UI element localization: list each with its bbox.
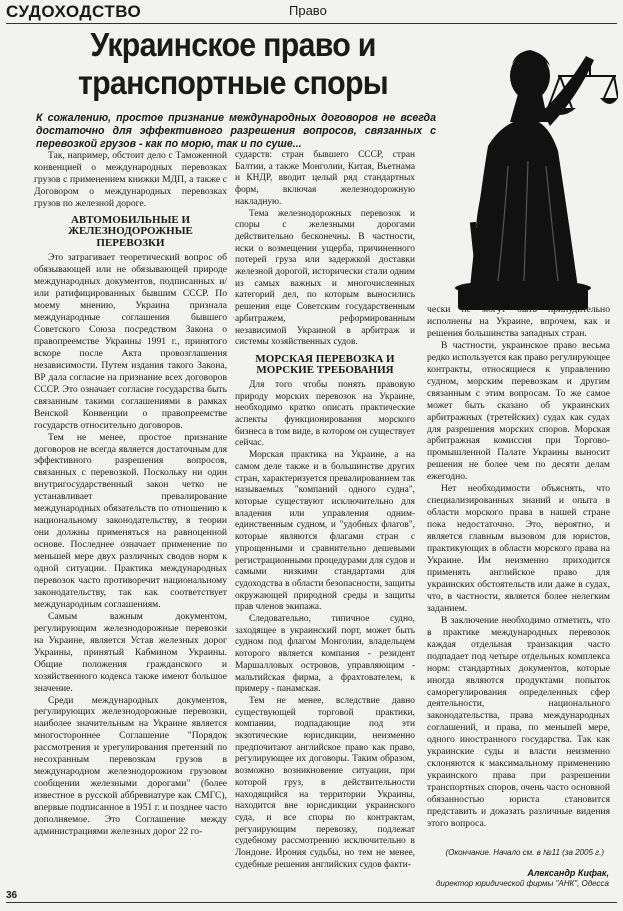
footer-divider: [6, 902, 617, 903]
article-paragraph: Среди международных документов, регулирующих железнодорожные перевозки, наиболее значительным на Украине является многостороннее Соглашение "Порядок рассмотрения и урегулирования претензий по несохранным перевозкам грузов в международном железнодорожном грузовом сообщении железными дорогами" (более известное в русской аббревиатуре как СМГС), впервые подписанное в 1951 г. и позднее часто дополняемое. Это Соглашение между администрациями железных дорог 22 го-: [34, 694, 227, 838]
page-header: [6, 2, 617, 22]
section-label: Право: [289, 3, 327, 18]
continuation-note: (Окончание. Начало см. в №11 (за 2005 г.): [445, 848, 604, 857]
magazine-brand: СУДОХОДСТВО: [6, 2, 142, 21]
page-number: 36: [6, 890, 18, 901]
article-paragraph: В частности, украинское право весьма редко используется как право регулирующее контракты, относящиеся к управлению судном, морским перевозкам и другим связанным с этим вопросам. То же самое может быть сказано об украинских арбитражных (третейских) судах как судах для разрешения морских споров. Морская арбитражная комиссия при Торгово-промышленной Палате Украины выносит решения не более чем по десяти делам ежегодно.: [427, 339, 610, 483]
article-paragraph: Так, например, обстоит дело с Таможенной конвенцией о международных перевозках грузов с применением книжки МДП, а также с Договором о международных перевозках грузов по железной дороге.: [34, 150, 227, 209]
section-heading: МОРСКАЯ ПЕРЕВОЗКА И МОРСКИЕ ТРЕБОВАНИЯ: [255, 352, 395, 377]
article-paragraph: Нет необходимости объяснять, что специализированных знаний и опыта в области морского права в нашей стране пока недостаточно. Это, вероятно, и является главным вызовом для юристов, практикующих в области морского права на Украине. Им неизменно приходится применять английское право для украинских обстоятельств или даже в судах, что, в частности, является более нелегким заданием.: [427, 483, 610, 614]
article-paragraph: Тем не менее, вследствие давно существующей торговой практики, компании, подпадающие под эти экзотические юрисдикции, неизменно предпочитают английское право как право, регулирующее их договоры. Таким образом, возможно возникновение ситуации, при которой груз, в действительности находящийся на территории Украины, находится вне юрисдикции украинского суда, и все споры по контрактам, регулирующим перевозку, подлежат судебному рассмотрению исключительно в Лондоне. Ирония судьбы, но тем не менее, судебные решения английских судов факти-: [235, 695, 415, 870]
article-paragraph: Морская практика на Украине, а на самом деле также и в большинстве других стран, характеризуется превалированием так называемых "компаний одного судна", которые существуют исключительно для владения или управления одним-единственным судном, и "удобных флагов", которые являются флагами стран с упрощенными и сравнительно дешевыми регистрационными процедурами для судов и самыми низкими стандартами для судоходства в области безопасности, защиты окружающей природной среды и защиты прав членов экипажа.: [235, 450, 415, 613]
article-paragraph: сударств: стран бывшего СССР, стран Балтии, а также Монголии, Китая, Вьетнама и КНДР, вводит целый ряд стандартных форм, включая железнодорожную накладную.: [235, 150, 415, 207]
text-column-1: [34, 150, 227, 838]
author-title: директор юридической фирмы "АНК", Одесса: [435, 879, 609, 888]
article-paragraph: Для того чтобы понять правовую природу морских перевозок на Украине, необходимо кратко описать практические аспекты функционирования морского бизнеса в том виде, в котором он существует сейчас.: [235, 379, 415, 449]
article-paragraph: Тема железнодорожных перевозок и споры с железными дорогами действительно бесконечны. В частности, иски о возмещении ущерба, причиненного потерей груза или задержкой доставки железной дорогой, исторически стали одним из самых важных и многочисленных категорий дел, по которым выносились решения еще Советским государственным арбитражем, реформированным независимой Украиной в арбитраж и системы хозяйственных судов.: [235, 208, 415, 348]
article-paragraph: Самым важным документом, регулирующим железнодорожные перевозки на Украине, является Устав железных дорог Украины, принятый Кабмином Украины. Общие положения гражданского и хозяйственного кодекса также имеют большое значение.: [34, 610, 227, 694]
article-paragraph: В заключение необходимо отметить, что в практике международных перевозок каждая отдельная транзакция часто подпадает под четыре отдельных комплекса норм: стандартных документов, которые иногда являются продуктами попыток саморегулирования определенных сфер деятельности, национального законодательства, права международных соглашений, и права, по меньшей мере, одного иностранного государства. Так как украинские суды и власти неизменно склоняются к максимальному применению украинского права при разрешении транспортных споров, очень часто основной обязанностью юриста становится представить и доказать различные видения этого вопроса.: [427, 614, 610, 829]
header-divider: [6, 23, 617, 24]
section-heading: АВТОМОБИЛЬНЫЕ И ЖЕЛЕЗНОДОРОЖНЫЕ ПЕРЕВОЗКИ: [68, 213, 193, 249]
text-column-2: [235, 150, 415, 871]
themis-statue-image: [418, 26, 618, 318]
article-paragraph: Тем не менее, простое признание договоров не всегда является достаточным для эффективного разрешения вопросов, связанных с перевозкой. Поскольку ни один внутригосударственный закон четко не устанавливает превалирование международных обязательств по отношению к национальному законодательству, в теории они должны применяться на равноценной основе. Последнее означает применение по меньшей мере двух различных сводов норм к одной ситуации. Практика международных перевозок часто противоречит национальному законодательству, так как соответствует международным соглашениям.: [34, 431, 227, 610]
article-paragraph: Следовательно, типичное судно, заходящее в украинский порт, может быть судном под флагом Монголии, владельцем которого является компания - резидент Маршалловых островов, управляющим - мальтийская фирма, а фрахтователем, к примеру - панамская.: [235, 614, 415, 695]
text-column-3: [427, 304, 610, 830]
article-title: Украинское право и транспортные споры: [77, 26, 388, 101]
article-paragraph: Это затрагивает теоретический вопрос об обязывающей или не обязывающей природе международных документов, подписанных и/или ратифицированных бывшим СССР. По моему мнению, Украина признала международные соглашения бывшего Советского Союза посредством Закона о правопреемстве Украины 1991 г., принятого вскоре после Акта провозглашения независимости. Путем издания такого Закона, ВР дала согласие на признание всех договоров СССР. Это означает согласие государства быть связанным такими соглашениями в рамках Венской Конвенции о правопреемстве государств относительно договоров.: [34, 252, 227, 431]
article-lead: К сожалению, простое признание международных договоров не всегда достаточно для эффективного разрешения вопросов, связанных с перевозкой грузов - как по морю, так и по суше...: [36, 112, 436, 150]
author-signature: [436, 868, 609, 889]
article-paragraph: чески не могут быть принудительно исполнены на Украине, впрочем, как и решения большинства западных стран.: [427, 304, 610, 339]
author-name: Александр Кифак,: [527, 868, 609, 878]
